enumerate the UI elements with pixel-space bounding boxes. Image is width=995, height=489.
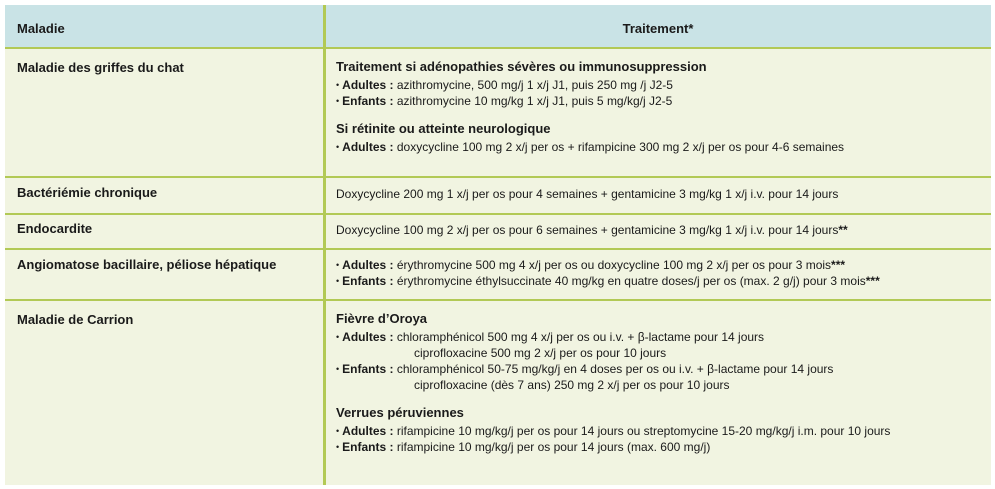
treatment-table (5, 5, 991, 485)
row-cell: Doxycycline 200 mg 1 x/j per os pour 4 semaines + gentamicine 3 mg/kg 1 x/j i.v. pour 14 jours (336, 187, 839, 201)
row-label: Angiomatose bacillaire, péliose hépatique (17, 257, 277, 272)
list-item: • Enfants : rifampicine 10 mg/kg/j per os pour 14 jours (max. 600 mg/j) (336, 440, 711, 454)
list-item: • Adultes : doxycycline 100 mg 2 x/j per os + rifampicine 300 mg 2 x/j per os pour 4-6 semaines (336, 140, 845, 154)
row-divider (5, 248, 991, 250)
row-cell (336, 311, 890, 455)
list-item: • Adultes : chloramphénicol 500 mg 4 x/j per os ou i.v. + β-lactame pour 14 jours (336, 330, 765, 344)
row-divider (5, 176, 991, 178)
row-label: Bactériémie chronique (17, 185, 158, 200)
row-divider (5, 213, 991, 215)
list-item: • Enfants : érythromycine éthylsuccinate 40 mg/kg en quatre doses/j per os (max. 2 g/j) pour 3 mois*** (336, 274, 880, 288)
list-item: • Adultes : azithromycine, 500 mg/j 1 x/j J1, puis 250 mg /j J2-5 (336, 78, 673, 92)
list-item: • Enfants : chloramphénicol 50-75 mg/kg/j en 4 doses per os ou i.v. + β-lactame pour 14 jours (336, 362, 834, 376)
row-label: Maladie des griffes du chat (17, 60, 184, 75)
list-item: • Enfants : azithromycine 10 mg/kg 1 x/j J1, puis 5 mg/kg/j J2-5 (336, 94, 673, 108)
list-item-continuation: ciprofloxacine 500 mg 2 x/j per os pour 10 jours (414, 346, 667, 360)
header-traitement: Traitement* (622, 21, 694, 36)
column-divider (323, 5, 326, 485)
list-item: • Adultes : rifampicine 10 mg/kg/j per os pour 14 jours ou streptomycine 15-20 mg/kg/j i.m. pour 10 jours (336, 424, 891, 438)
row-divider (5, 299, 991, 301)
subheading: Si rétinite ou atteinte neurologique (336, 121, 551, 136)
row-cell: Doxycycline 100 mg 2 x/j per os pour 6 semaines + gentamicine 3 mg/kg 1 x/j i.v. pour 14 jours** (336, 223, 848, 237)
row-divider (5, 47, 991, 49)
header-maladie: Maladie (17, 21, 65, 36)
row-cell (336, 59, 844, 155)
subheading: Fièvre d’Oroya (336, 311, 428, 326)
list-item: • Adultes : érythromycine 500 mg 4 x/j per os ou doxycycline 100 mg 2 x/j per os pour 3 mois*** (336, 258, 846, 272)
subheading: Verrues péruviennes (336, 405, 464, 420)
list-item-continuation: ciprofloxacine (dès 7 ans) 250 mg 2 x/j per os pour 10 jours (414, 378, 730, 392)
table-header (5, 5, 991, 47)
row-cell (336, 257, 880, 289)
subheading: Traitement si adénopathies sévères ou immunosuppression (336, 59, 707, 74)
row-label: Endocardite (17, 221, 93, 236)
row-label: Maladie de Carrion (17, 312, 134, 327)
